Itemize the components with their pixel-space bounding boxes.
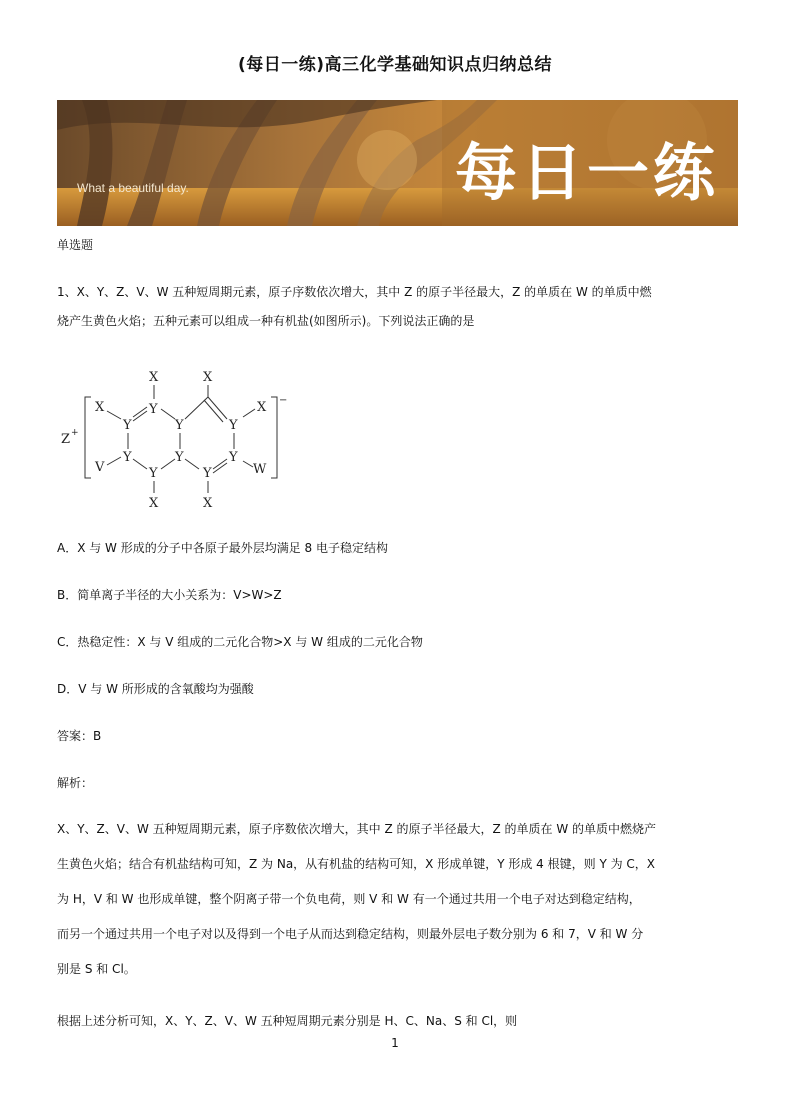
option-b: B．简单离子半径的大小关系为：V>W>Z [57,588,282,602]
question-line: 1、X、Y、Z、V、W 五种短周期元素，原子序数依次增大，其中 Z 的原子半径最大，Z 的单质在 W 的单质中燃 [57,285,652,299]
atom-x: X [149,370,159,385]
question-text [57,278,740,336]
page-title: (每日一练)高三化学基础知识点归纳总结 [237,55,553,75]
banner-heading: 每日一练 [454,136,720,209]
anion-charge: − [279,395,288,406]
analysis-line: 为 H，V 和 W 也形成单键，整个阴离子带一个负电荷，则 V 和 W 有一个通过共用一个电子对达到稳定结构， [57,892,641,906]
banner-tagline: What a beautiful day. [77,181,189,195]
cation-charge: + [71,428,79,438]
atom-x: X [257,400,267,415]
atom-x: X [149,496,159,511]
atom-y: Y [175,450,184,465]
option-a: A．X 与 W 形成的分子中各原子最外层均满足 8 电子稳定结构 [57,541,389,555]
atom-x: X [203,496,213,511]
cation-label: Z [61,432,71,447]
atom-y: Y [149,402,158,417]
atom-y: Y [229,418,238,433]
analysis-conclusion: 根据上述分析可知，X、Y、Z、V、W 五种短周期元素分别是 H、C、Na、S 和 Cl，则 [57,1014,518,1028]
answer-text: 答案：B [57,729,102,743]
analysis-line: 而另一个通过共用一个电子对以及得到一个电子从而达到稳定结构，则最外层电子数分别为 6 和 7，V 和 W 分 [57,927,644,941]
atom-y: Y [123,450,132,465]
atom-w: W [253,462,267,477]
analysis-label: 解析： [57,776,94,790]
analysis-line: X、Y、Z、V、W 五种短周期元素，原子序数依次增大，其中 Z 的原子半径最大，Z 的单质在 W 的单质中燃烧产 [57,822,657,836]
analysis-line: 别是 S 和 Cl。 [57,962,136,976]
atom-y: Y [123,418,132,433]
atom-v: V [95,460,105,475]
banner-image [57,100,738,226]
option-d: D．V 与 W 所形成的含氧酸均为强酸 [57,682,254,696]
option-c: C．热稳定性：X 与 V 组成的二元化合物>X 与 W 组成的二元化合物 [57,635,423,649]
atom-x: X [95,400,105,415]
structure-diagram [57,363,297,514]
atom-y: Y [175,418,184,433]
atom-y: Y [203,466,212,481]
section-heading: 单选题 [57,238,94,252]
analysis-text [57,815,740,990]
atom-x: X [203,370,213,385]
banner-art [57,100,738,226]
page-number: 1 [391,1036,399,1050]
analysis-line: 生黄色火焰；结合有机盐结构可知，Z 为 Na，从有机盐的结构可知，X 形成单键，Y 形成 4 根键，则 Y 为 C，X [57,857,655,871]
atom-y: Y [229,450,238,465]
question-line: 烧产生黄色火焰；五种元素可以组成一种有机盐(如图所示)。下列说法正确的是 [57,314,475,328]
atom-y: Y [149,466,158,481]
